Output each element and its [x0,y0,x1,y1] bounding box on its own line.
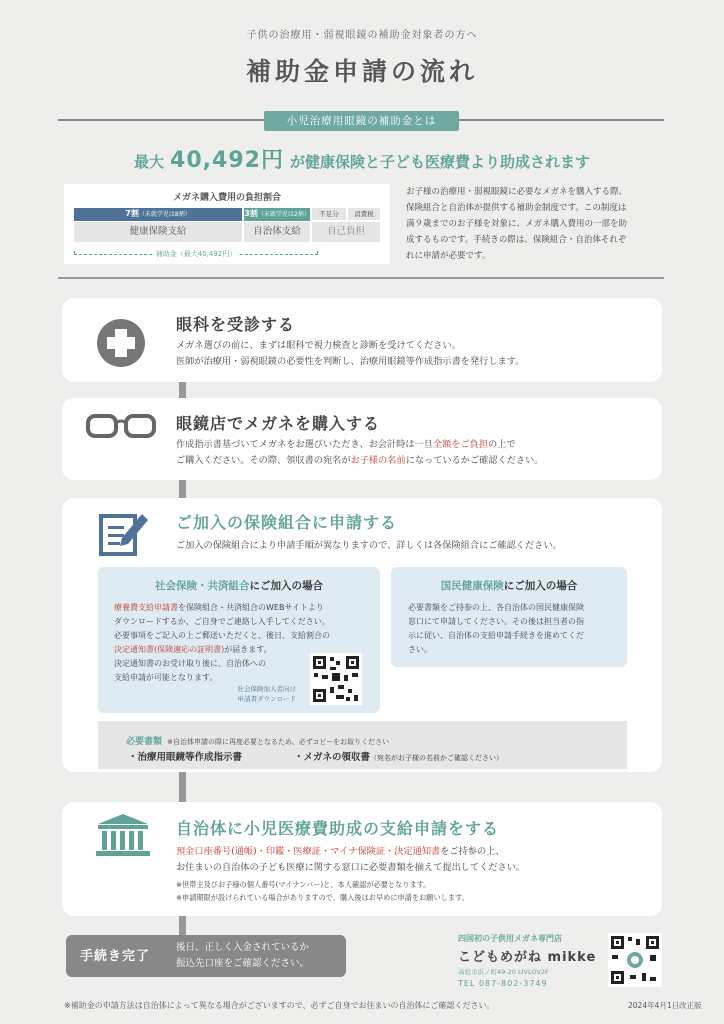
step4-notes [176,878,469,904]
qr-caption-line: 社会保険加入者向け [237,685,296,693]
qr-caption [224,684,296,704]
subsidy-brace-text: 補助金（最大40,492円） [153,250,240,258]
step3-lead: ご加入の保険組合により申請手順が異なりますので、詳しくは各保険組合にご確認ください。 [176,540,562,551]
step2-emphasis: お子様の名前 [350,455,406,466]
cost-col2-note: （未就学児は2割） [257,211,310,218]
footer-note: ※補助金の申請方法は自治体によって異なる場合がございますので、必ずご自身でお住まいの自治体にご確認ください。 [64,1001,495,1010]
step4-emphasis: 預金口座番号(通帳)・印鑑・医療証・マイナ保険証・決定通知書 [176,846,441,857]
national-line: 必要書類をご持参の上、各自治体の国民健康保険 [408,603,584,612]
headline-prefix: 最大 [134,153,165,171]
national-insurance-text [408,601,584,657]
social-line [114,643,330,657]
national-insurance-title [391,578,627,593]
shop-tagline: 四国初の子供用メガネ専門店 [458,934,562,943]
national-title-rest: にご加入の場合 [503,580,578,592]
cost-col1-head: 7割 [125,209,139,218]
intro-line: 保険組合と自治体が提供する補助金制度です。この制度は [406,203,627,213]
step1-line: メガネ選びの前に、まずは眼科で視力検査と診断を受けてください。 [176,340,461,351]
social-insurance-title [98,578,380,593]
step4-line [176,844,525,860]
cost-cell-self: 自己負担 [312,222,380,242]
qr-code-icon[interactable] [310,653,362,709]
required-doc-item: ・治療用眼鏡等作成指示書 [128,752,243,763]
social-emphasis: 決定通知書(保険適応の証明書) [114,645,225,654]
qr-code-icon[interactable] [608,933,662,991]
national-line: さい。 [408,645,432,654]
done-label: 手続き完了 [80,949,151,964]
required-doc-item [294,749,503,763]
required-docs-label: 必要書類 [126,737,163,747]
subsidy-headline [0,143,724,174]
plus-cross-icon [96,318,146,372]
section-divider [58,277,664,279]
social-insurance-text [114,601,330,685]
required-doc-item-note: （宛名がお子様の名前かご確認ください） [370,754,504,762]
step4-text-rest: をご持参の上、 [440,846,505,857]
done-line: 後日、正しく入金されているか [176,942,310,953]
step2-text-b: の上で [488,439,516,450]
step1-title: 眼科を受診する [176,315,296,334]
done-text [176,940,309,972]
required-docs-note: ※自治体申請の際に再度必要となるため、必ずコピーをお取りください [167,738,390,746]
cost-col-tax-head: 消費税 [348,208,380,220]
step2-text-a: 作成指示書基づいてメガネをお選びいただき、お会計時は一旦 [176,439,433,450]
subsidy-intro [406,184,668,264]
glasses-icon [84,412,158,446]
national-title-teal: 国民健康保険 [440,580,504,592]
social-line [114,601,330,615]
intro-line: 満９歳までのお子様を対象に、メガネ購入費用の一部を助 [406,219,628,229]
required-doc-item-text: ・メガネの領収書 [294,752,371,763]
step2-line [176,453,544,469]
cost-col-shortfall-head: 不足分 [312,208,346,220]
cost-table-title: メガネ購入費用の負担割合 [172,193,281,203]
step2-title: 眼鏡店でメガネを購入する [176,414,381,433]
page-subtitle: 子供の治療用・弱視眼鏡の補助金対象者の方へ [246,30,478,41]
cost-col-insurance-head [74,208,242,221]
headline-suffix: が健康保険と子ども医療費より助成されます [289,153,590,171]
step2-text-a: ご購入ください。その際、領収書の宛名が [176,455,351,466]
cost-col1-note: （未就学児は8割） [138,211,191,218]
page-title: 補助金申請の流れ [245,57,478,86]
intro-line: れに申請が必要です。 [406,251,491,261]
cost-cell-insurance: 健康保険支給 [74,222,242,242]
step3-title: ご加入の保険組合に申請する [176,513,398,532]
national-line: 窓口にて申請してください。その後は担当者の指 [408,617,584,626]
social-line: 決定通知書のお受け取り後に、自治体への [114,659,266,668]
step4-line: お住まいの自治体の子ども医療に関する窓口に必要書類を揃えて提出してください。 [176,862,526,873]
cost-col2-head: 3割 [244,209,258,218]
social-line: ダウンロードするか、ご自身でご連絡し入手してください。 [114,617,330,626]
national-line: 示に従い、自治体の支給申請手続きを進めてくだ [408,631,584,640]
shop-address: 高松市浜ノ町49-20 LIVLOV2F [458,968,549,976]
social-emphasis: 療養費支給申請書 [114,603,178,612]
headline-amount: 40,492円 [170,148,284,173]
step1-line: 医師が治療用・弱視眼鏡の必要性を判断し、治療用眼鏡等作成指示書を発行します。 [176,356,525,367]
social-text: を保険組合・共済組合のWEBサイトより [178,603,324,612]
flow-connector [179,770,186,804]
step2-emphasis: 全額をご負担 [432,439,489,450]
social-title-rest: にご加入の場合 [249,580,323,592]
section-label: 小児治療用眼鏡の補助金とは [264,111,459,131]
step4-note: ※申請期限が設けられている場合がありますので、購入後はお早めに申請をお願いします。 [176,893,469,902]
step4-title: 自治体に小児医療費助成の支給申請をする [176,819,500,838]
form-pen-icon [98,508,152,562]
social-line: 必要事項をご記入の上ご郵送いただくと、後日、支給割合の [114,631,330,640]
shop-phone[interactable]: TEL 087-802-3749 [458,979,548,988]
intro-line: お子様の治療用・弱視眼鏡に必要なメガネを購入する際、 [406,187,628,197]
required-docs-header [126,729,389,748]
shop-name: こどもめがね mikke [458,950,597,965]
step2-text [176,437,544,469]
done-line: 振込先口座をご確認ください。 [176,958,310,969]
step4-note: ※世帯主及びお子様の個人番号(マイナンバー)と、本人確認が必要となります。 [176,880,431,889]
step2-line [176,437,544,453]
step2-text-b: になっているかご確認ください。 [405,455,544,466]
flow-connector [179,380,186,400]
edition-date: 2024年4月1日改正版 [628,1001,702,1010]
social-title-teal: 社会保険・共済組合 [155,580,250,592]
social-line: 支給申請が可能となります。 [114,673,218,682]
step4-text [176,844,525,876]
intro-line: 成するものです。手続きの際は、保険組合・自治体それぞ [406,235,627,245]
qr-caption-line: 申請書ダウンロード [237,695,296,703]
cost-col-municipal-head [244,208,310,221]
step1-text [176,338,524,370]
subsidy-brace-label [64,249,328,259]
city-hall-icon [94,812,152,862]
cost-cell-municipal: 自治体支給 [244,222,310,242]
social-text: が届きます。 [224,645,272,654]
cost-share-table [64,184,390,264]
